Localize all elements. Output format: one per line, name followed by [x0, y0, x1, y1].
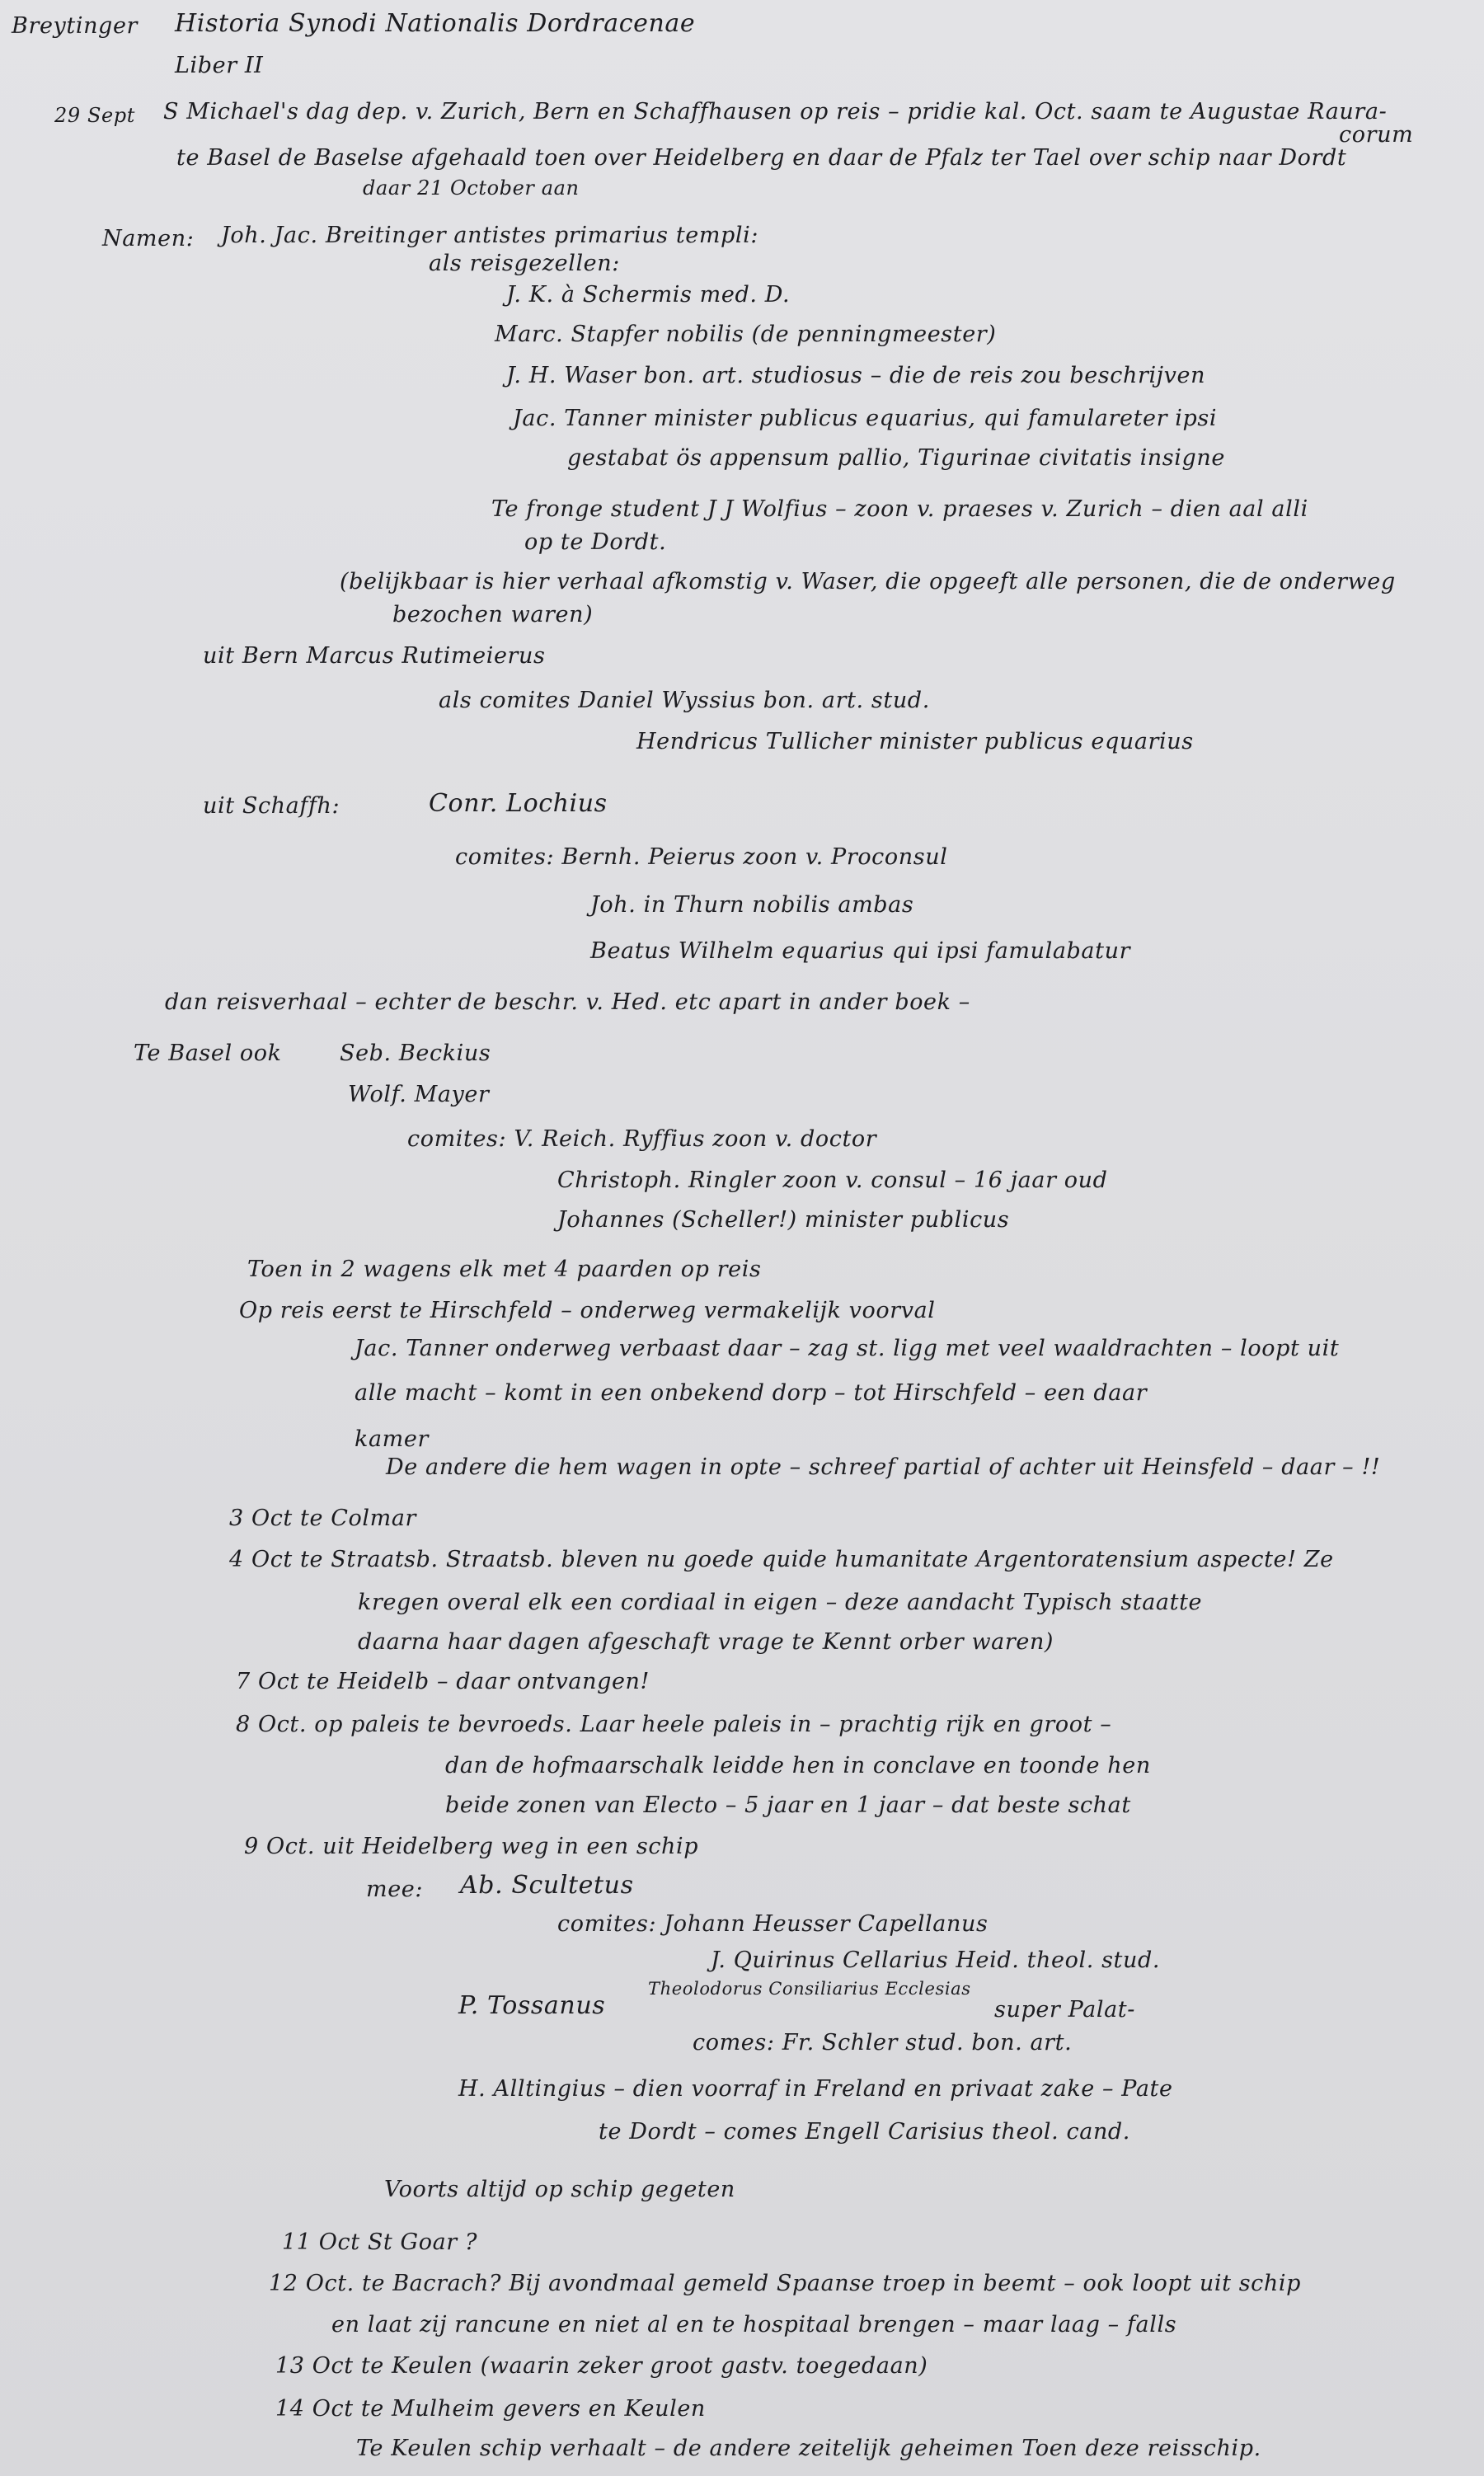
text-line: mee: [366, 1877, 424, 1902]
text-line: daar 21 October aan [363, 176, 580, 200]
text-line: en laat zij rancune en niet al en te hospitaal brengen – maar laag – falls [331, 2312, 1177, 2337]
text-line: Seb. Beckius [340, 1041, 491, 1066]
text-line: 12 Oct. te Bacrach? Bij avondmaal gemeld Spaanse troep in beemt – ook loopt uit schip [269, 2271, 1301, 2296]
text-line: gestabat ös appensum pallio, Tigurinae civitatis insigne [567, 445, 1225, 471]
text-line: 4 Oct te Straatsb. Straatsb. bleven nu goede quide humanitate Argentoratensium aspecte! Ze [229, 1547, 1334, 1572]
text-line: beide zonen van Electo – 5 jaar en 1 jaar – dat beste schat [445, 1792, 1131, 1818]
text-line: Jac. Tanner minister publicus equarius, qui famulareter ipsi [513, 406, 1218, 431]
text-line: uit Schaffh: [203, 793, 340, 819]
text-line: Beatus Wilhelm equarius qui ipsi famulabatur [590, 938, 1131, 964]
text-line: Te fronge student J J Wolfius – zoon v. praeses v. Zurich – dien aal alli [491, 496, 1308, 522]
text-line: 14 Oct te Mulheim gevers en Keulen [275, 2396, 706, 2422]
text-line: Theolodorus Consiliarius Ecclesias [648, 1979, 971, 1999]
text-line: P. Tossanus [458, 1991, 606, 2020]
author-label: Breytinger [12, 13, 139, 39]
text-line: Joh. in Thurn nobilis ambas [590, 892, 914, 918]
text-line: kregen overal elk een cordiaal in eigen – deze aandacht Typisch staatte [358, 1590, 1203, 1615]
text-line: J. K. à Schermis med. D. [506, 282, 791, 308]
text-line: Toen in 2 wagens elk met 4 paarden op reis [247, 1257, 762, 1282]
book-part: Liber II [175, 53, 264, 78]
text-line: super Palat- [994, 1997, 1135, 2023]
text-line: Hendricus Tullicher minister publicus equarius [636, 729, 1194, 754]
text-line: (belijkbaar is hier verhaal afkomstig v. Waser, die opgeeft alle personen, die de onderweg [340, 569, 1396, 594]
text-line: daarna haar dagen afgeschaft vrage te Kennt orber waren) [358, 1629, 1054, 1655]
text-line: Voorts altijd op schip gegeten [384, 2177, 735, 2202]
text-line: J. Quirinus Cellarius Heid. theol. stud. [711, 1947, 1161, 1973]
text-line: Ab. Scultetus [460, 1871, 634, 1900]
text-line: Op reis eerst te Hirschfeld – onderweg vermakelijk voorval [239, 1298, 936, 1323]
text-line: 11 Oct St Goar ? [282, 2229, 478, 2255]
text-line: Te Basel ook [134, 1041, 282, 1066]
date-label: 29 Sept [54, 104, 136, 127]
text-line: alle macht – komt in een onbekend dorp – tot Hirschfeld – een daar [355, 1380, 1148, 1406]
text-line: Johannes (Scheller!) minister publicus [557, 1207, 1010, 1233]
text-line: De andere die hem wagen in opte – schreef partial of achter uit Heinsfeld – daar – !! [386, 1454, 1381, 1480]
text-line: Te Keulen schip verhaalt – de andere zeitelijk geheimen Toen deze reisschip. [356, 2436, 1261, 2461]
text-line: Jac. Tanner onderweg verbaast daar – zag st. ligg met veel waaldrachten – loopt uit [355, 1336, 1340, 1361]
section-label: Namen: [102, 226, 195, 251]
text-line: bezochen waren) [392, 602, 594, 627]
text-line: 13 Oct te Keulen (waarin zeker groot gastv. toegedaan) [275, 2353, 928, 2379]
text-line: 3 Oct te Colmar [229, 1506, 417, 1531]
text-line: dan reisverhaal – echter de beschr. v. Hed. etc apart in ander boek – [165, 989, 970, 1015]
text-line: Wolf. Mayer [348, 1082, 490, 1107]
text-line: comites: V. Reich. Ryffius zoon v. doctor [407, 1126, 877, 1152]
text-line: 7 Oct te Heidelb – daar ontvangen! [236, 1669, 650, 1694]
text-line: 8 Oct. op paleis te bevroeds. Laar heele paleis in – prachtig rijk en groot – [236, 1712, 1112, 1737]
text-line: corum [1339, 122, 1414, 148]
text-line: comites: Bernh. Peierus zoon v. Proconsul [455, 844, 948, 870]
text-line: Christoph. Ringler zoon v. consul – 16 jaar oud [557, 1168, 1108, 1193]
text-line: J. H. Waser bon. art. studiosus – die de reis zou beschrijven [506, 363, 1206, 388]
text-line: uit Bern Marcus Rutimeierus [203, 643, 546, 669]
text-line: H. Alltingius – dien voorraf in Freland en privaat zake – Pate [458, 2076, 1173, 2102]
book-title: Historia Synodi Nationalis Dordracenae [175, 9, 696, 38]
text-line: als comites Daniel Wyssius bon. art. stud. [439, 688, 930, 713]
text-line: dan de hofmaarschalk leidde hen in conclave en toonde hen [445, 1753, 1151, 1778]
text-line: Conr. Lochius [429, 789, 608, 818]
text-line: comes: Fr. Schler stud. bon. art. [693, 2030, 1073, 2056]
text-line: te Basel de Baselse afgehaald toen over Heidelberg en daar de Pfalz ter Tael over schip naar Dordt [176, 145, 1347, 171]
text-line: Joh. Jac. Breitinger antistes primarius templi: [221, 223, 759, 248]
text-line: comites: Johann Heusser Capellanus [557, 1911, 989, 1937]
text-line: als reisgezellen: [429, 251, 620, 276]
text-line: S Michael's dag dep. v. Zurich, Bern en Schaffhausen op reis – pridie kal. Oct. saam te Augustae Raura- [163, 99, 1388, 125]
text-line: kamer [355, 1426, 429, 1452]
text-line: op te Dordt. [524, 529, 667, 555]
text-line: Marc. Stapfer nobilis (de penningmeester) [495, 322, 997, 347]
text-line: 9 Oct. uit Heidelberg weg in een schip [244, 1834, 699, 1859]
text-line: te Dordt – comes Engell Carisius theol. cand. [599, 2119, 1130, 2145]
